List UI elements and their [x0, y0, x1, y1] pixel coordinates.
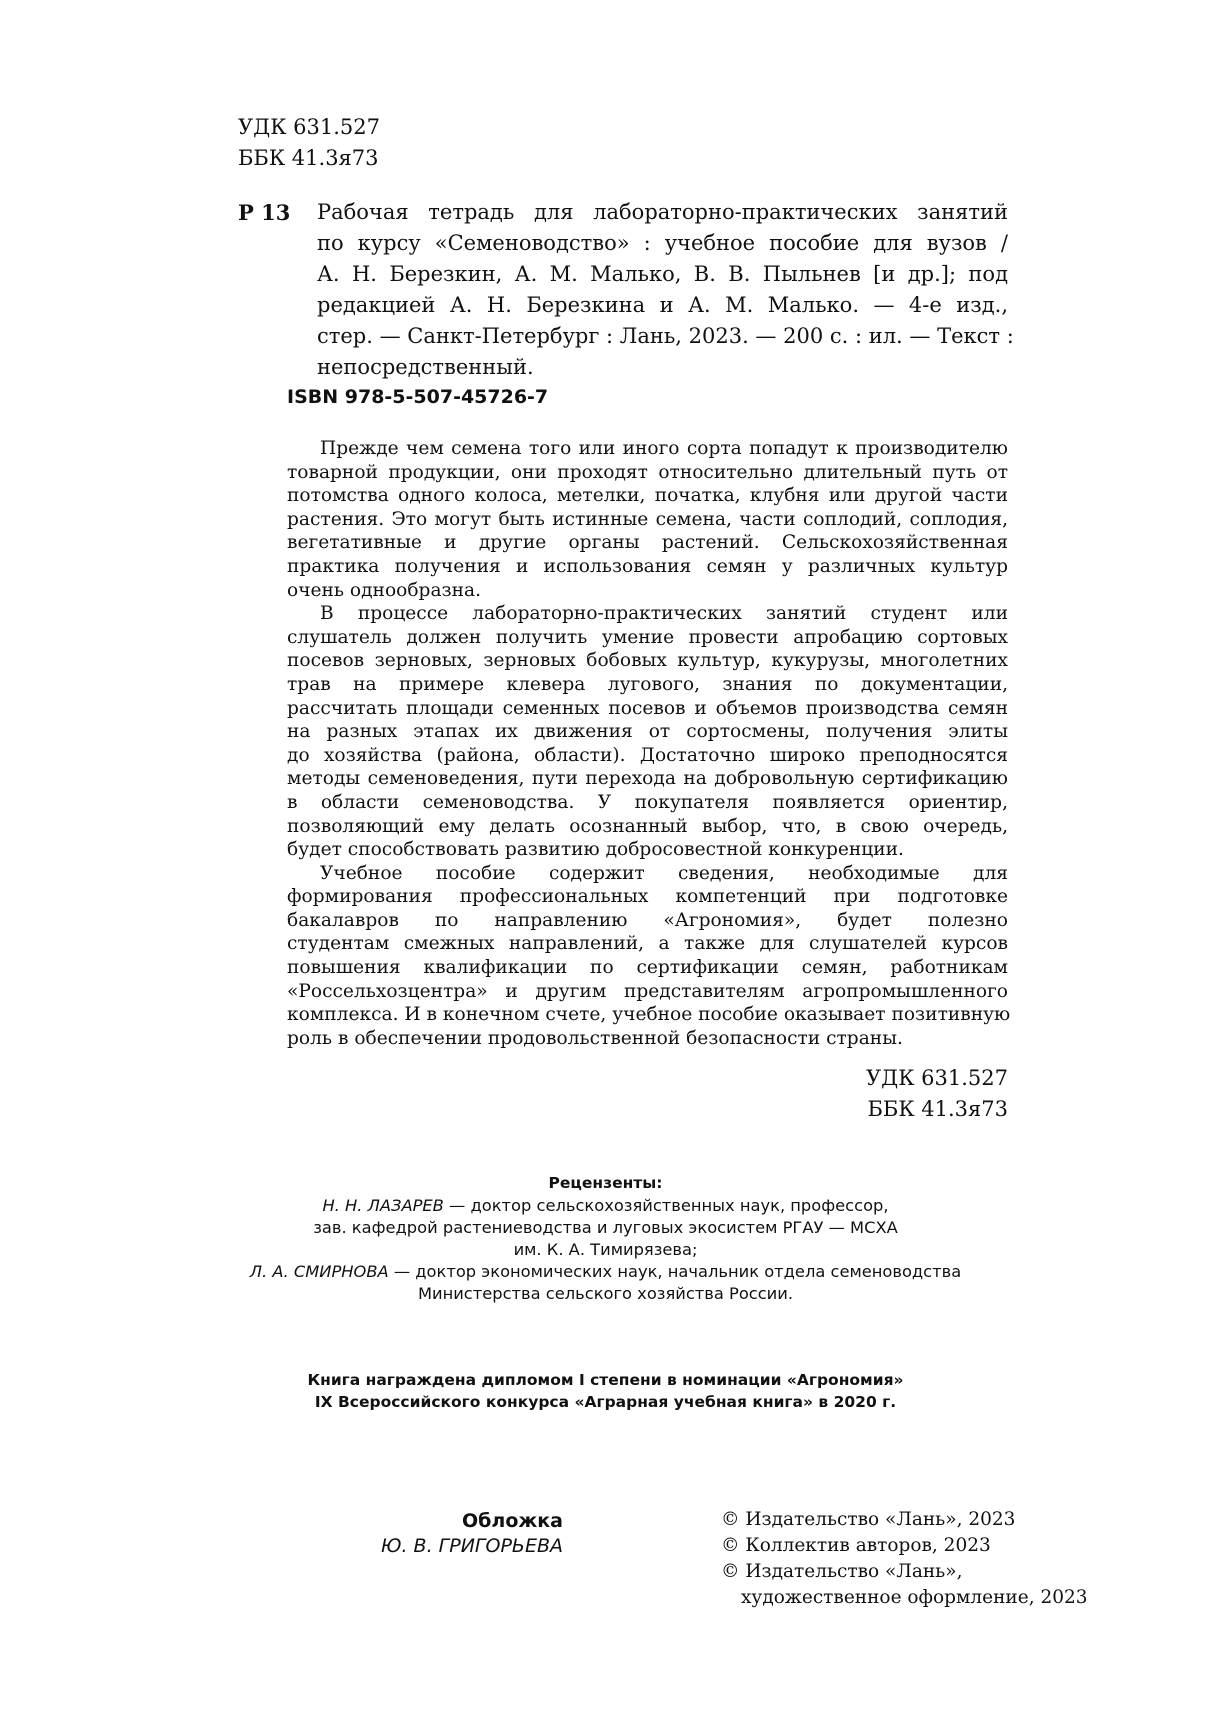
- udk-code: УДК 631.527: [865, 1066, 1008, 1090]
- cover-label: Обложка: [461, 1510, 563, 1532]
- annotation: [287, 437, 1011, 1050]
- award-note: [0, 1369, 1211, 1413]
- reviewer-2-name: Л. А. СМИРНОВА: [249, 1262, 389, 1281]
- reviewer-1: [0, 1195, 1211, 1217]
- annotation-line: Учебное пособие содержит сведения, необходимые для: [320, 862, 1008, 884]
- annotation-line: трав на примере клевера лугового, знания по документации,: [287, 673, 1008, 695]
- annotation-line: роль в обеспечении продовольственной безопасности страны.: [287, 1027, 903, 1049]
- annotation-line: на разных этапах их движения от сортосмены, получения элиты: [287, 721, 1008, 743]
- bbk-code: ББК 41.3я73: [238, 146, 379, 170]
- copyright-line: © Издательство «Лань»,: [721, 1561, 963, 1582]
- annotation-line: В процессе лабораторно-практических занятий студент или: [320, 603, 1008, 625]
- annotation-line: позволяющий ему делать осознанный выбор, что, в свою очередь,: [287, 815, 1008, 837]
- isbn: ISBN 978-5-507-45726-7: [287, 386, 549, 408]
- copyright-line: © Издательство «Лань», 2023: [721, 1509, 1016, 1530]
- annotation-line: методы семеноведения, пути перехода на добровольную сертификацию: [287, 768, 1008, 790]
- annotation-line: Прежде чем семена того или иного сорта попадут к производителю: [320, 438, 1008, 459]
- biblio-line: непосредственный.: [317, 355, 534, 379]
- bbk-code: ББК 41.3я73: [867, 1097, 1008, 1121]
- annotation-line: до хозяйства (района, области). Достаточно широко преподносятся: [287, 744, 1008, 766]
- annotation-line: потомства одного колоса, метелки, початка, клубня или другой части: [287, 485, 1008, 507]
- reviewer-1-affiliation: зав. кафедрой растениеводства и луговых экосистем РГАУ — МСХА: [313, 1218, 898, 1237]
- reviewer-2-desc: — доктор экономических наук, начальник отдела семеноводства: [388, 1262, 962, 1281]
- annotation-line: рассчитать площади семенных посевов и объемов производства семян: [287, 697, 1008, 719]
- annotation-line: практика получения и использования семян у различных культур: [287, 555, 1008, 577]
- annotation-line: в области семеноводства. У покупателя появляется ориентир,: [287, 791, 1008, 813]
- bibliographic-record: [317, 197, 1014, 383]
- reviewers-title: Рецензенты:: [548, 1174, 663, 1192]
- annotation-line: комплекса. И в конечном счете, учебное пособие оказывает позитивную: [287, 1004, 1011, 1026]
- reviewer-2-affiliation: Министерства сельского хозяйства России.: [417, 1284, 794, 1303]
- biblio-line: стер. — Санкт-Петербург : Лань, 2023. — 200 с. : ил. — Текст :: [317, 324, 1014, 348]
- biblio-line: редакцией А. Н. Березкина и А. М. Малько. — 4-е изд.,: [317, 293, 1008, 317]
- annotation-line: будет способствовать развитию добросовестной конкуренции.: [287, 839, 904, 861]
- author-sign: Р 13: [238, 200, 291, 225]
- copyright-block: [721, 1507, 1088, 1611]
- annotation-line: товарной продукции, они проходят относительно длительный путь от: [287, 461, 1008, 483]
- annotation-line: растения. Это могут быть истинные семена, части соплодий, соплодия,: [287, 508, 1008, 530]
- annotation-line: очень однообразна.: [287, 579, 482, 601]
- reviewer-1-name: Н. Н. ЛАЗАРЕВ: [322, 1196, 444, 1215]
- reviewer-1-desc: — доктор сельскохозяйственных наук, профессор,: [443, 1196, 889, 1215]
- annotation-line: «Россельхозцентра» и другим представителям агропромышленного: [287, 980, 1008, 1002]
- annotation-line: студентам смежных направлений, а также для слушателей курсов: [287, 933, 1008, 955]
- annotation-line: повышения квалификации по сертификации семян, работникам: [287, 957, 1008, 979]
- reviewer-2: [0, 1261, 1211, 1283]
- annotation-line: слушатель должен получить умение провести апробацию сортовых: [287, 626, 1008, 648]
- classification-bottom: [866, 1063, 1008, 1125]
- award-line: Книга награждена дипломом I степени в номинации «Агрономия»: [307, 1371, 904, 1389]
- biblio-line: А. Н. Березкин, А. М. Малько, В. В. Пыльнев [и др.]; под: [317, 262, 1008, 286]
- reviewer-1-affiliation: им. К. А. Тимирязева;: [513, 1240, 698, 1259]
- reviewers-list: [0, 1195, 1211, 1305]
- copyright-line: художественное оформление, 2023: [741, 1587, 1088, 1608]
- cover-designer: Ю. В. ГРИГОРЬЕВА: [380, 1535, 563, 1557]
- annotation-line: вегетативные и другие органы растений. Сельскохозяйственная: [287, 532, 1008, 554]
- annotation-line: посевов зерновых, зерновых бобовых культур, кукурузы, многолетних: [287, 650, 1008, 672]
- award-line: IX Всероссийского конкурса «Аграрная учебная книга» в 2020 г.: [314, 1393, 897, 1411]
- annotation-line: бакалавров по направлению «Агрономия», будет полезно: [287, 909, 1008, 931]
- classification-top: [238, 112, 380, 174]
- cover-credit: [381, 1509, 563, 1559]
- annotation-line: формирования профессиональных компетенций при подготовке: [287, 886, 1008, 908]
- copyright-line: © Коллектив авторов, 2023: [721, 1535, 991, 1556]
- biblio-line: по курсу «Семеноводство» : учебное пособие для вузов /: [317, 231, 1008, 255]
- udk-code: УДК 631.527: [238, 115, 381, 139]
- biblio-line: Рабочая тетрадь для лабораторно-практических занятий: [317, 200, 1008, 224]
